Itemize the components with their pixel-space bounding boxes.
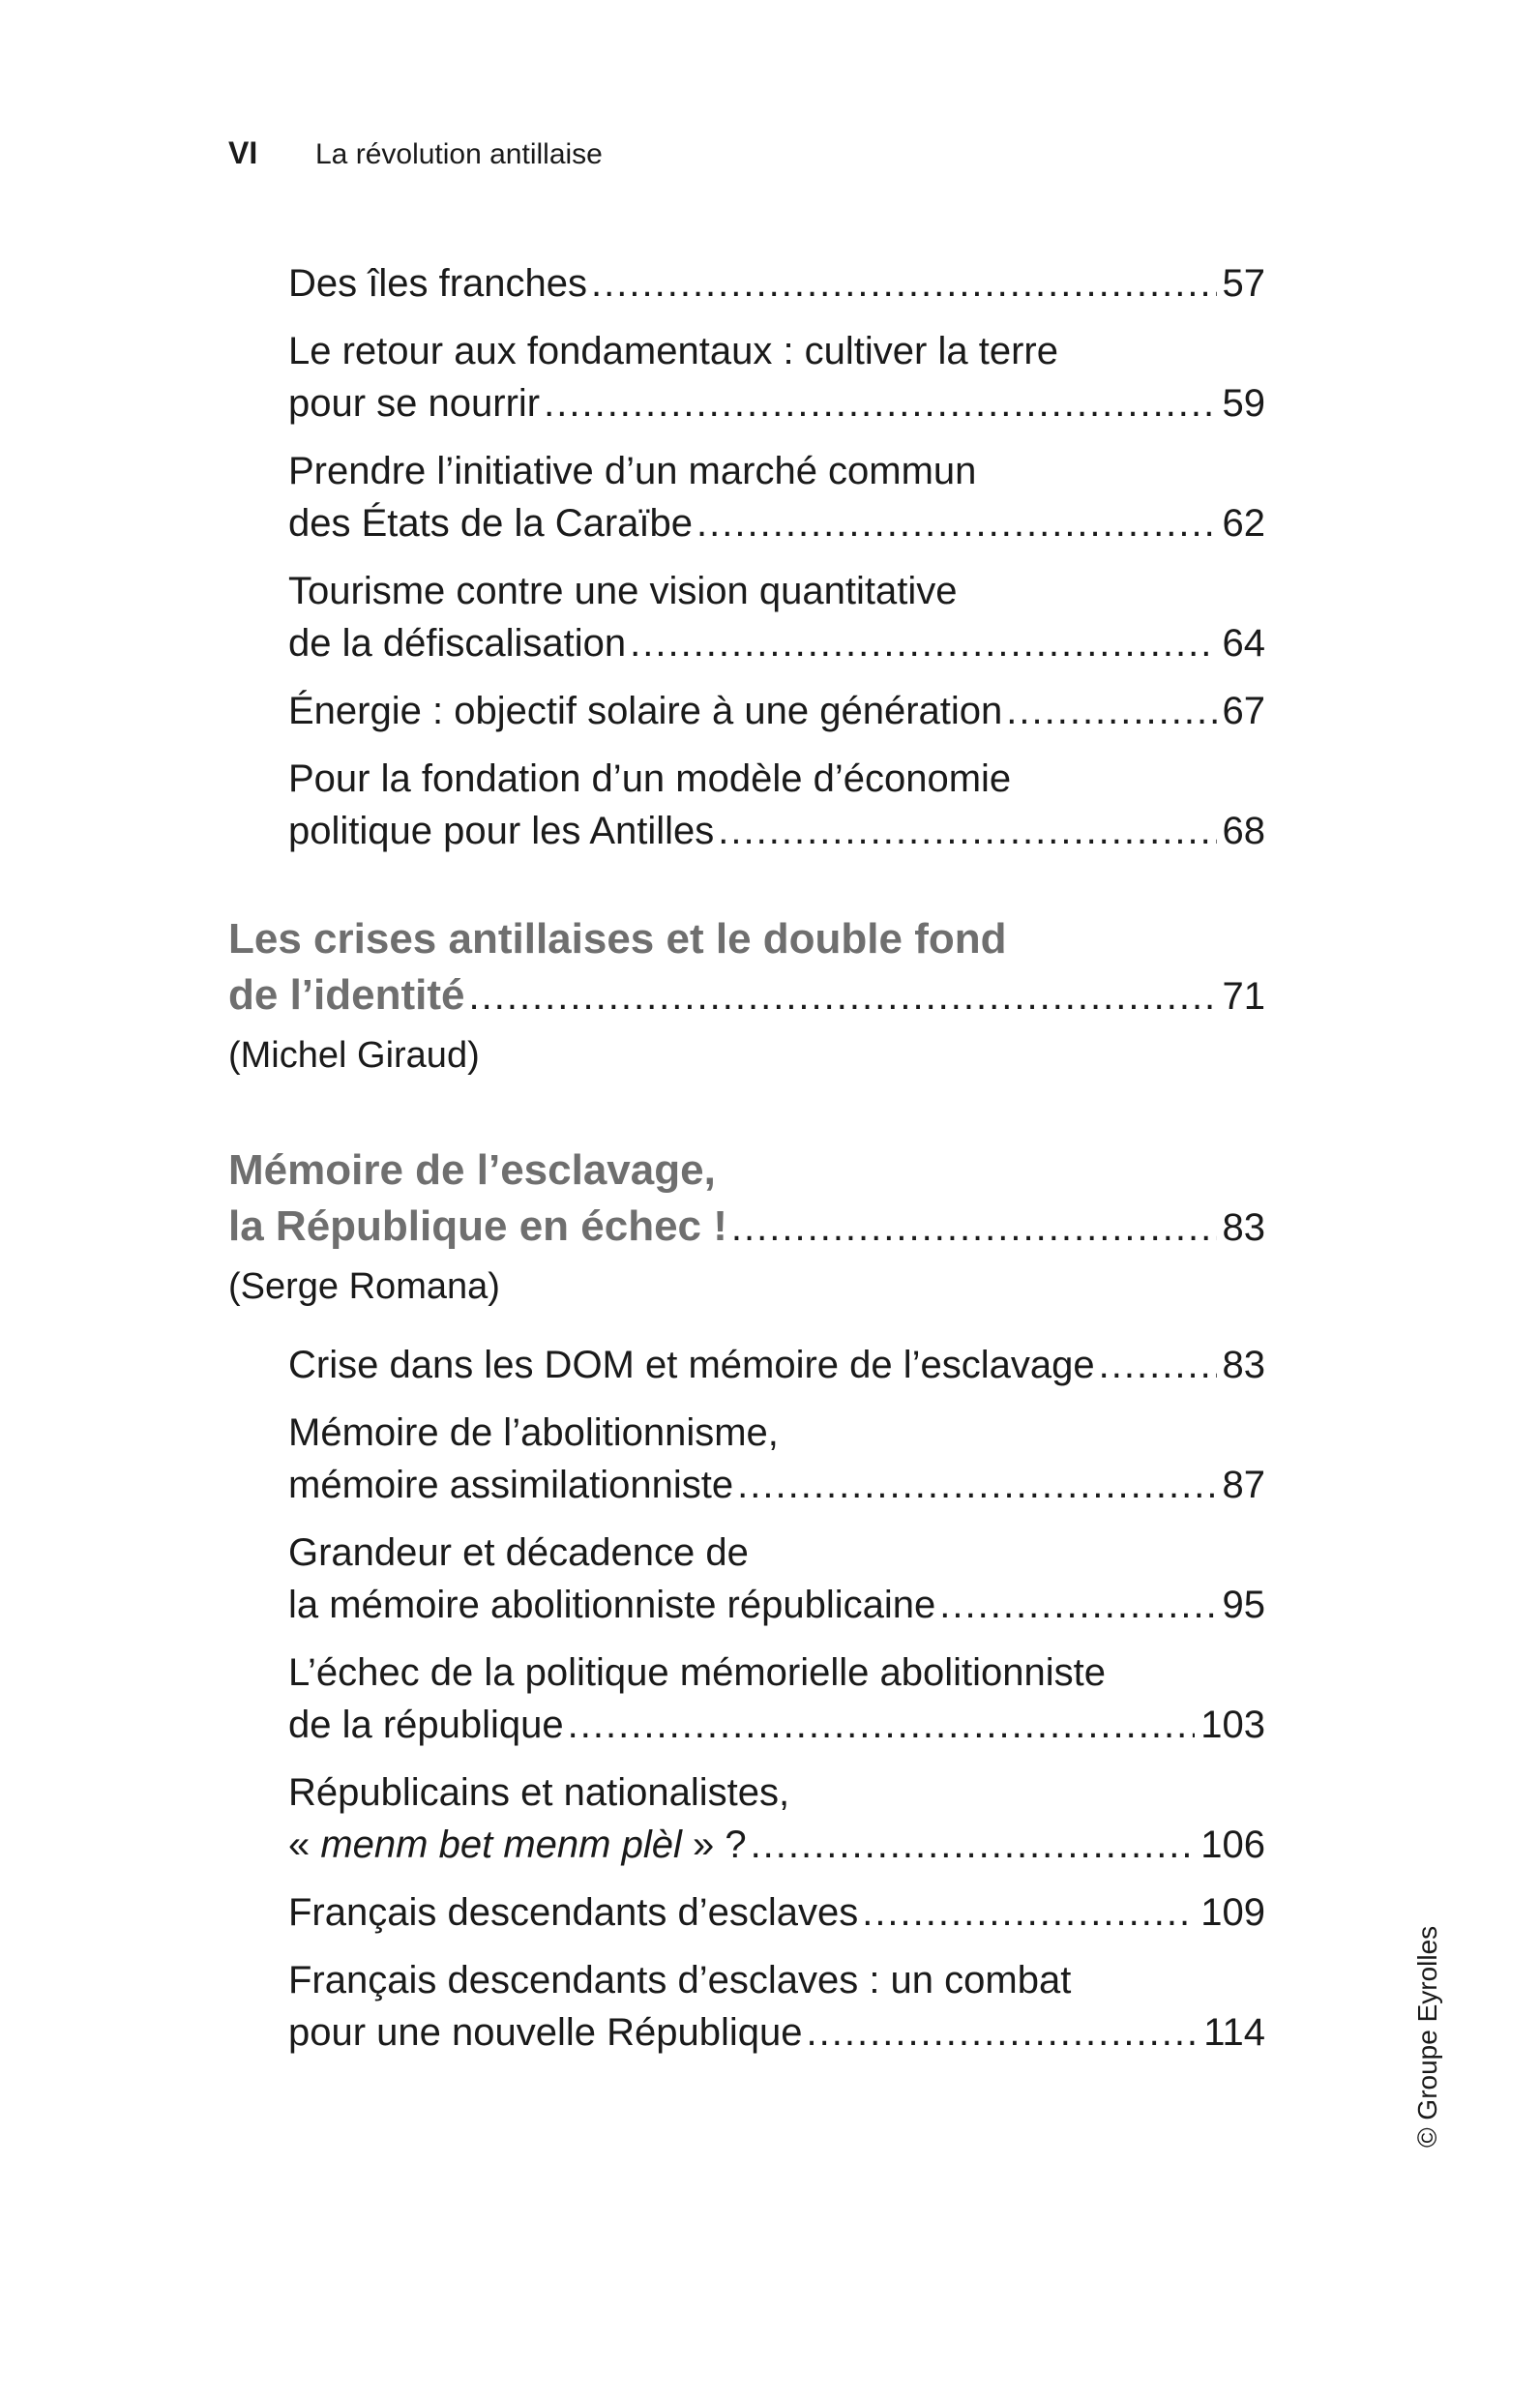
toc-entry-title: Crise dans les DOM et mémoire de l’esclavage <box>288 1344 1095 1386</box>
dot-leader <box>568 1699 1196 1751</box>
toc-entry-page: 87 <box>1222 1464 1265 1506</box>
toc-entry <box>228 257 1265 310</box>
toc-entry-title: Mémoire de l’abolitionnisme, <box>288 1411 779 1454</box>
toc-entry <box>228 1646 1265 1751</box>
toc-entry <box>228 325 1265 430</box>
toc-entry-title <box>288 1819 747 1871</box>
toc-entry-title: Le retour aux fondamentaux : cultiver la terre <box>288 330 1058 372</box>
dot-leader <box>1006 685 1216 737</box>
dot-leader <box>718 805 1216 857</box>
toc-entry <box>228 1886 1265 1939</box>
quote-close: » ? <box>681 1824 747 1866</box>
chapter-author: (Michel Giraud) <box>228 1035 480 1076</box>
dot-leader <box>1099 1339 1217 1391</box>
page-number: VI <box>228 135 258 170</box>
toc-entry <box>228 1339 1265 1391</box>
toc-entry-title: Grandeur et décadence de <box>288 1531 749 1574</box>
dot-leader <box>630 617 1216 669</box>
toc-entry-title: Prendre l’initiative d’un marché commun <box>288 450 977 492</box>
dot-leader <box>862 1886 1195 1939</box>
chapter-title: Les crises antillaises et le double fond <box>228 915 1007 963</box>
toc-entry-title: Tourisme contre une vision quantitative <box>288 570 958 612</box>
chapter-title: Mémoire de l’esclavage, <box>228 1146 716 1194</box>
toc-entry-title: L’échec de la politique mémorielle abolitionniste <box>288 1651 1106 1694</box>
toc-entry-page: 67 <box>1222 690 1265 732</box>
toc-entry-page: 57 <box>1222 262 1265 305</box>
chapter-heading <box>228 1142 1265 1256</box>
toc-entry-page: 103 <box>1200 1704 1265 1746</box>
toc-entry <box>228 1527 1265 1631</box>
toc-entry-page: 106 <box>1200 1824 1265 1866</box>
table-of-contents <box>228 257 1265 2074</box>
quote-open: « <box>288 1824 321 1866</box>
toc-entry-page: 109 <box>1200 1891 1265 1934</box>
dot-leader <box>696 497 1216 549</box>
toc-entry-title: politique pour les Antilles <box>288 810 715 852</box>
chapter-title: la République en échec ! <box>228 1202 727 1250</box>
toc-entry <box>228 1766 1265 1871</box>
toc-entry-title: la mémoire abolitionniste républicaine <box>288 1584 936 1626</box>
toc-entry-page: 64 <box>1222 622 1265 665</box>
chapter-page: 71 <box>1222 975 1265 1018</box>
creole-phrase: menm bet menm plèl <box>320 1824 682 1866</box>
toc-entry-title: mémoire assimilationniste <box>288 1464 734 1506</box>
toc-entry-title: de la république <box>288 1704 564 1746</box>
toc-entry-page: 114 <box>1203 2011 1265 2054</box>
toc-entry <box>228 685 1265 737</box>
toc-entry-title: Républicains et nationalistes, <box>288 1771 790 1814</box>
running-title: La révolution antillaise <box>315 138 603 170</box>
chapter-heading <box>228 911 1265 1024</box>
chapter-title: de l’identité <box>228 971 465 1019</box>
dot-leader <box>751 1819 1196 1871</box>
dot-leader <box>731 1200 1217 1256</box>
toc-entry-title: Énergie : objectif solaire à une génération <box>288 690 1003 732</box>
toc-entry <box>228 1407 1265 1511</box>
dot-leader <box>737 1459 1216 1511</box>
toc-entry-page: 95 <box>1222 1584 1265 1626</box>
dot-leader <box>544 377 1216 430</box>
toc-entry-title: Pour la fondation d’un modèle d’économie <box>288 757 1012 800</box>
toc-entry-page: 68 <box>1222 810 1265 852</box>
dot-leader <box>939 1579 1216 1631</box>
toc-entry <box>228 1954 1265 2059</box>
dot-leader <box>468 968 1216 1024</box>
toc-entry <box>228 565 1265 669</box>
toc-entry-title: Des îles franches <box>288 262 588 305</box>
toc-entry-title: des États de la Caraïbe <box>288 502 694 545</box>
toc-entry <box>228 753 1265 857</box>
dot-leader <box>807 2006 1199 2059</box>
toc-entry-page: 62 <box>1222 502 1265 545</box>
toc-entry-title: pour une nouvelle République <box>288 2011 803 2054</box>
toc-entry-title: pour se nourrir <box>288 382 541 425</box>
toc-entry-page: 83 <box>1222 1344 1265 1386</box>
toc-entry-title: Français descendants d’esclaves : un combat <box>288 1959 1072 2002</box>
chapter-page: 83 <box>1222 1206 1265 1249</box>
toc-entry <box>228 445 1265 549</box>
toc-entry-title: Français descendants d’esclaves <box>288 1891 859 1934</box>
copyright-notice: © Groupe Eyrolles <box>1412 1925 1442 2148</box>
chapter-author: (Serge Romana) <box>228 1266 500 1307</box>
toc-entry-title: de la défiscalisation <box>288 622 627 665</box>
toc-entry-page: 59 <box>1222 382 1265 425</box>
dot-leader <box>591 257 1216 310</box>
